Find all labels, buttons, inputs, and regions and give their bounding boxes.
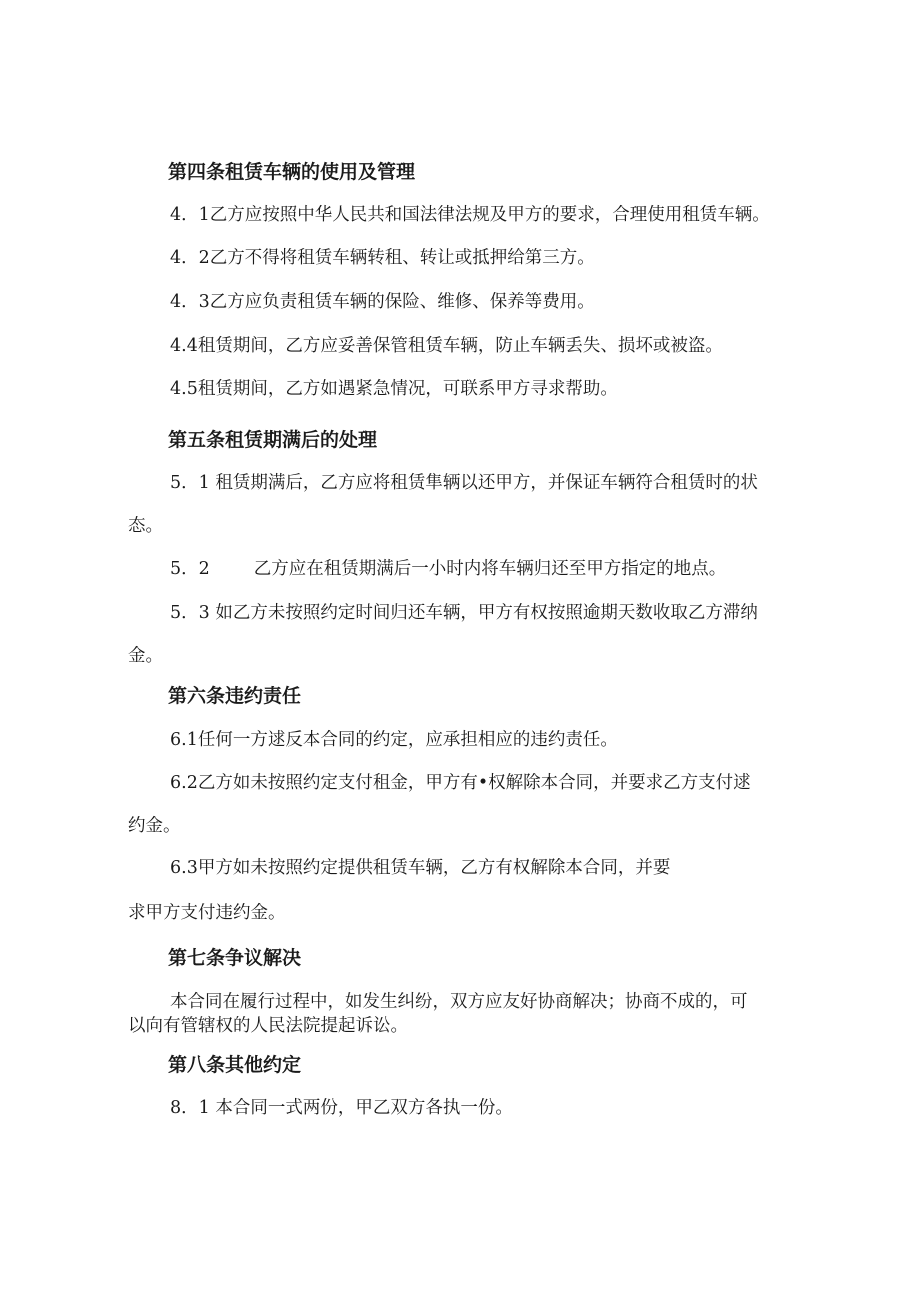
section-heading-6: 第六条违约责任 xyxy=(168,685,302,707)
clause-5-1: 5．1 租赁期满后，乙方应将租赁隼辆以还甲方，并保证车辆符合租赁时的状 xyxy=(170,473,758,493)
section-heading-4: 第四条租赁车辆的使用及管理 xyxy=(168,161,416,183)
clause-6-3-continued: 求甲方支付违约金。 xyxy=(128,903,286,923)
clause-8-1: 8．1 本合同一式两份，甲乙双方各执一份。 xyxy=(170,1098,513,1118)
clause-4-4: 4.4租赁期间，乙方应妥善保管租赁车辆，防止车辆丢失、损坏或被盗。 xyxy=(170,336,723,356)
dispute-paragraph-line-1: 本合同在履行过程中，如发生纠纷，双方应友好协商解决；协商不成的，可 xyxy=(170,992,748,1012)
clause-5-3-continued: 金。 xyxy=(128,646,163,666)
section-heading-8: 第八条其他约定 xyxy=(168,1054,302,1076)
clause-6-3: 6.3甲方如未按照约定提供租赁车辆，乙方有权解除本合同，并要 xyxy=(170,858,671,878)
clause-4-2: 4．2乙方不得将租赁车辆转租、转让或抵押给第三方。 xyxy=(170,248,595,268)
clause-4-5: 4.5租赁期间，乙方如遇紧急情况，可联系甲方寻求帮助。 xyxy=(170,379,618,399)
clause-6-1: 6.1任何一方逑反本合同的约定，应承担相应的违约责任。 xyxy=(170,730,618,750)
clause-5-2-number: 5．2 xyxy=(170,559,210,579)
clause-6-2: 6.2乙方如未按照约定支付租金，甲方有•权解除本合同，并要求乙方支付逑 xyxy=(170,773,751,793)
clause-5-2-text: 乙方应在租赁期满后一小时内将车辆归还至甲方指定的地点。 xyxy=(253,559,727,579)
clause-4-1: 4．1乙方应按照中华人民共和国法律法规及甲方的要求，合理使用租赁车辆。 xyxy=(170,205,770,225)
clause-5-3: 5．3 如乙方未按照约定时间归还车辆，甲方有权按照逾期天数收取乙方滞纳 xyxy=(170,603,758,623)
dispute-paragraph-line-2: 以向有管辖权的人民法院提起诉讼。 xyxy=(128,1016,408,1036)
section-heading-7: 第七条争议解决 xyxy=(168,947,302,969)
clause-5-2 xyxy=(170,557,726,581)
clause-4-3: 4．3乙方应负责租赁车辆的保险、维修、保养等费用。 xyxy=(170,292,595,312)
clause-5-1-continued: 态。 xyxy=(128,516,163,536)
clause-6-2-continued: 约金。 xyxy=(128,816,181,836)
section-heading-5: 第五条租赁期满后的处理 xyxy=(168,429,378,451)
